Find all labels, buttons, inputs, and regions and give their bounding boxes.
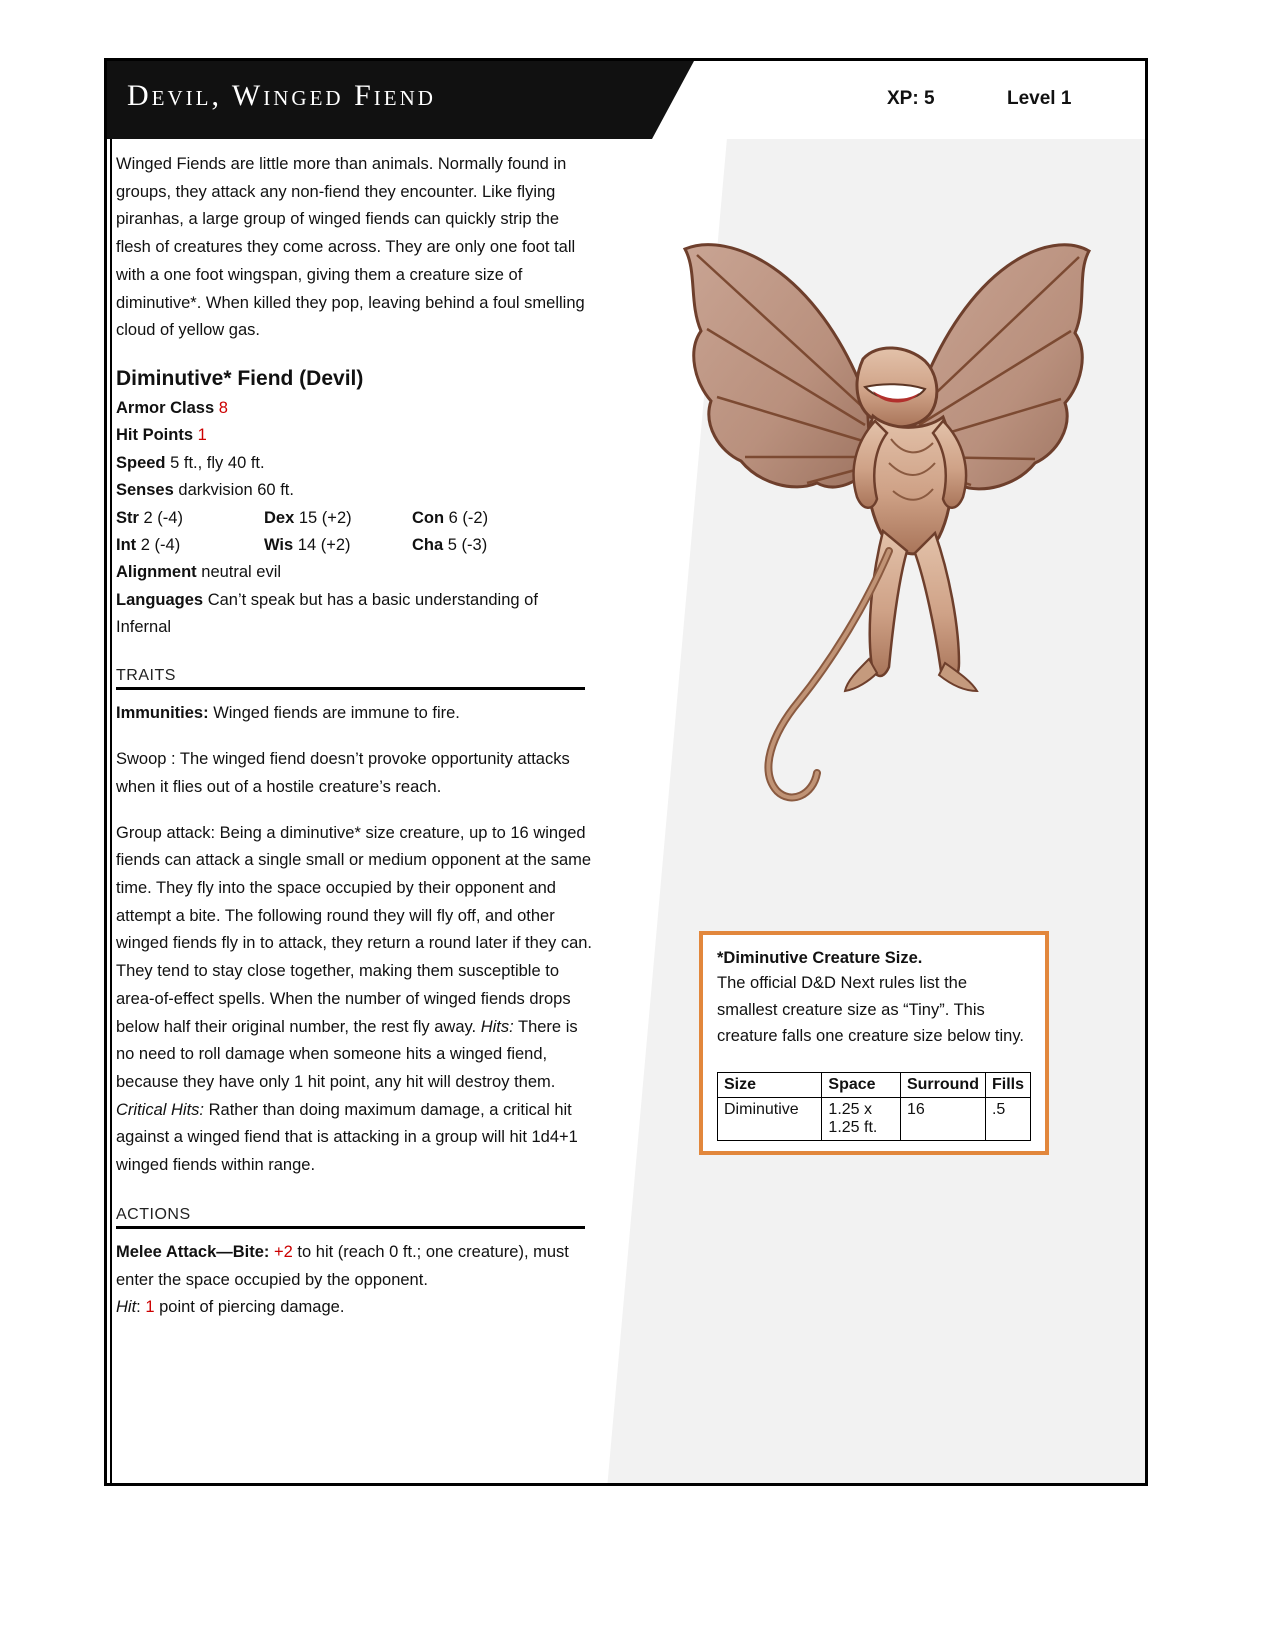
sidebox-title: *Diminutive Creature Size. [717,949,923,967]
trait-group-attack [116,820,593,1180]
ability-wis-label: Wis [264,535,294,554]
senses-value: darkvision 60 ft. [178,481,294,500]
trait-hits-text: There is no need to roll damage when someone hits a winged fiend, because they have only 1 hit point, any hit will destroy them. [116,1017,578,1092]
ability-wis [264,532,412,559]
ability-cha-label: Cha [412,535,444,554]
trait-swoop-text: The winged fiend doesn’t provoke opportunity attacks when it flies out of a hostile creature’s reach. [116,750,570,796]
ability-row-mental [116,532,593,559]
hit-points-value: 1 [197,426,207,445]
level-label: Level 1 [1007,88,1072,109]
actions-heading: ACTIONS [116,1205,191,1223]
hit-points-line [116,422,593,449]
left-column [107,139,607,1322]
intro-paragraph: Winged Fiends are little more than animals. Normally found in groups, they attack any non-fiend they encounter. Like flying piranhas, a large group of winged fiends can quickly strip the flesh of creatures they come across. They are only one foot tall with a one foot wingspan, giving them a creature size of diminutive*. When killed they pop, leaving behind a foul smelling cloud of yellow gas. [116,155,585,340]
languages-label: Languages [116,590,204,609]
size-table-header-row [718,1073,1031,1098]
actions-divider [116,1226,585,1229]
winged-fiend-svg [667,211,1107,831]
ability-int-value: 2 (-4) [140,535,181,554]
senses-line [116,477,593,504]
action-melee-bonus: +2 [274,1242,293,1261]
speed-label: Speed [116,453,166,472]
ability-str-label: Str [116,508,139,527]
ability-dex [264,505,412,532]
left-foot [845,659,877,691]
alignment-label: Alignment [116,563,197,582]
ability-row-physical [116,505,593,532]
size-table-cell-fills: .5 [985,1098,1030,1141]
trait-immunities [116,700,593,728]
size-table-col-fills: Fills [985,1073,1030,1098]
size-table-cell-space: 1.25 x 1.25 ft. [822,1098,901,1141]
page-header [107,61,1145,139]
trait-immunities-text: Winged fiends are immune to fire. [208,704,460,723]
size-table-col-surround: Surround [900,1073,985,1098]
armor-class-value: 8 [218,399,228,418]
alignment-value: neutral evil [201,563,282,582]
traits-divider [116,687,585,690]
statblock-title: Diminutive* Fiend (Devil) [116,367,364,391]
winged-fiend-illustration [667,211,1107,831]
traits-heading: TRAITS [116,667,176,685]
trait-immunities-label: Immunities: [116,704,209,723]
ability-cha [412,532,487,559]
size-table-col-size: Size [718,1073,822,1098]
ability-dex-value: 15 (+2) [298,508,352,527]
size-table-cell-surround: 16 [900,1098,985,1141]
ability-str-value: 2 (-4) [143,508,183,527]
trait-swoop [116,746,593,801]
ability-int [116,532,264,559]
trait-group-attack-label: Group attack [116,823,211,842]
trait-hits-label: Hits: [480,1017,514,1036]
ability-wis-value: 14 (+2) [297,535,351,554]
page-title: Devil, Winged Fiend [127,79,436,112]
ability-con-value: 6 (-2) [448,508,489,527]
armor-class-label: Armor Class [116,399,215,418]
diminutive-size-callout [699,931,1049,1155]
speed-value: 5 ft., fly 40 ft. [170,453,265,472]
action-hit-label: Hit [116,1298,137,1317]
alignment-line [116,559,593,586]
action-hit-value: 1 [145,1298,155,1317]
sidebox-text: The official D&D Next rules list the smallest creature size as “Tiny”. This creature falls one creature size below tiny. [717,974,1024,1046]
ability-dex-label: Dex [264,508,295,527]
action-hit-colon: : [136,1298,146,1317]
trait-group-attack-text: : Being a diminutive* size creature, up to 16 winged fiends can attack a single small or medium opponent at the same time. They fly into the space occupied by their opponent and attempt a bite. The following round they will fly off, and other winged fiends fly in to attack, they return a round later if they can. They tend to stay close together, making them susceptible to area-of-effect spells. When the number of winged fiends drops below half their original number, the rest fly away. [116,823,593,1036]
table-row [718,1098,1031,1141]
ability-cha-value: 5 (-3) [447,535,488,554]
size-table-col-space: Space [822,1073,901,1098]
languages-line [116,587,593,642]
right-leg [915,533,959,680]
senses-label: Senses [116,481,174,500]
speed-line [116,450,593,477]
armor-class-line [116,395,593,422]
size-table-cell-size: Diminutive [718,1098,822,1141]
xp-label: XP: 5 [887,88,935,109]
ability-str [116,505,264,532]
action-melee-bite [116,1239,593,1322]
ability-con [412,505,488,532]
left-column-divider [110,139,112,1484]
size-table [717,1072,1031,1141]
trait-swoop-label: Swoop : [116,750,176,769]
trait-crit-text: Rather than doing maximum damage, a critical hit against a winged fiend that is attacking in a group will hit 1d4+1 winged fiends within range. [116,1100,578,1175]
languages-value: Can’t speak but has a basic understanding of Infernal [116,590,538,637]
ability-con-label: Con [412,508,445,527]
action-melee-text: to hit (reach 0 ft.; one creature), must enter the space occupied by the opponent. [116,1242,569,1289]
action-melee-label: Melee Attack—Bite: [116,1242,270,1261]
left-wing [685,245,871,487]
ability-int-label: Int [116,535,137,554]
trait-crit-label: Critical Hits: [116,1100,205,1119]
monster-stat-page [104,58,1148,1486]
hit-points-label: Hit Points [116,426,193,445]
action-hit-text: point of piercing damage. [154,1298,345,1317]
